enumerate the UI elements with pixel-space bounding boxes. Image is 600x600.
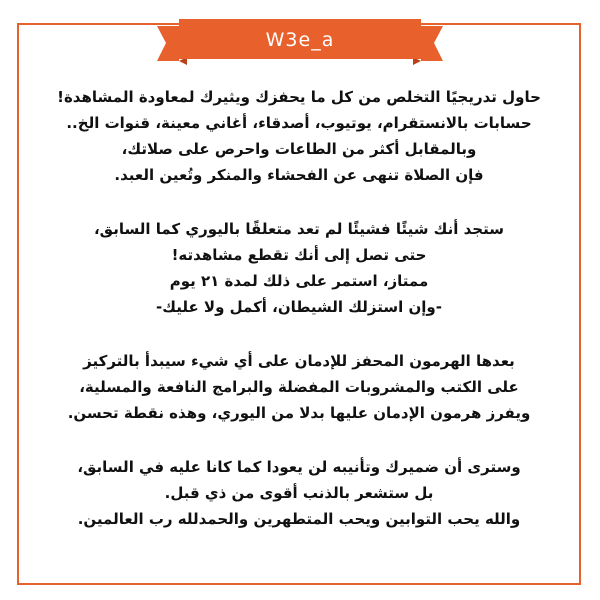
text-line: على الكتب والمشروبات المفضلة والبرامج النافعة والمسلية، xyxy=(79,378,519,396)
text-line: حسابات بالانستقرام، يوتيوب، أصدقاء، أغاني معينة، قنوات الخ.. xyxy=(66,114,532,132)
text-line: وسترى أن ضميرك وتأنيبه لن يعودا كما كانا عليه في السابق، xyxy=(77,458,521,476)
text-line: والله يحب التوابين ويحب المتطهرين والحمدلله رب العالمين. xyxy=(77,510,521,528)
text-line: حاول تدريجيًا التخلص من كل ما يحفزك ويثيرك لمعاودة المشاهدة! xyxy=(57,88,541,106)
text-line: بل ستشعر بالذنب أقوى من ذي قبل. xyxy=(164,484,434,502)
text-line: بعدها الهرمون المحفز للإدمان على أي شيء سيبدأ بالتركيز xyxy=(83,352,515,370)
paragraph-2 xyxy=(30,216,568,320)
text-line: وبالمقابل أكثر من الطاعات واحرص على صلاتك، xyxy=(121,140,477,158)
text-line: ويفرز هرمون الإدمان عليها بدلا من اليوري، وهذه نقطة تحسن. xyxy=(67,404,531,422)
article-body xyxy=(30,84,568,532)
header-tag: W3e_a xyxy=(265,29,335,51)
text-line: ستجد أنك شيئًا فشيئًا لم تعد متعلقًا باليوري كما السابق، xyxy=(93,220,504,238)
text-line: -وإن استزلك الشيطان، أكمل ولا عليك- xyxy=(156,298,442,316)
header-ribbon xyxy=(157,17,443,65)
paragraph-1 xyxy=(30,84,568,188)
text-line: ممتاز، استمر على ذلك لمدة ٢١ يوم xyxy=(169,272,429,290)
paragraph-4 xyxy=(30,454,568,532)
text-line: فإن الصلاة تنهى عن الفحشاء والمنكر وتُعين العبد. xyxy=(114,166,484,184)
text-line: حتى تصل إلى أنك تقطع مشاهدته! xyxy=(171,246,427,264)
paragraph-3 xyxy=(30,348,568,426)
